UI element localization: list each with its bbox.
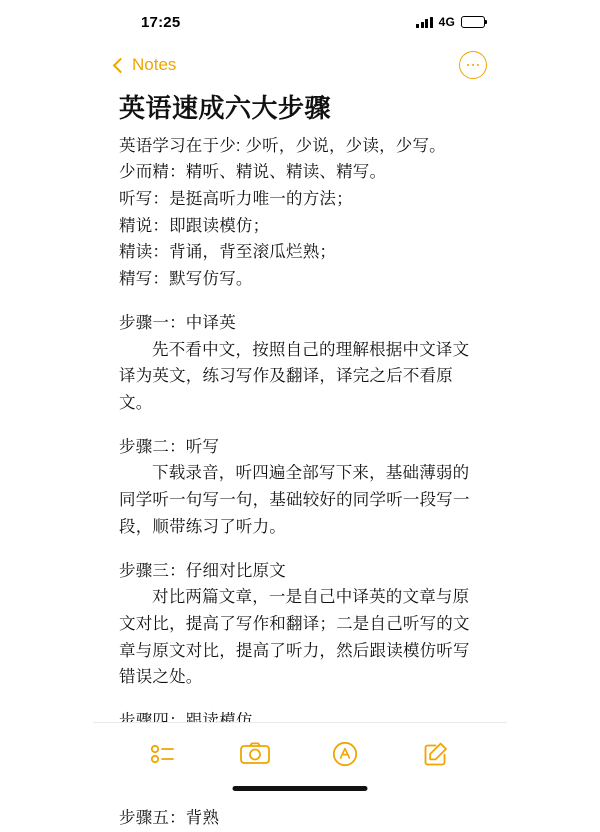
note-paragraph: 下载录音，听四遍全部写下来，基础薄弱的同学听一句写一句，基础较好的同学听一段写一段，顺带练习了听力。 [119, 464, 470, 536]
chevron-left-icon [113, 57, 129, 73]
note-heading-step-3: 步骤三：仔细对比原文 [119, 561, 286, 580]
paragraph-spacer [119, 417, 481, 434]
back-button[interactable] [115, 55, 176, 75]
status-indicators [416, 15, 485, 29]
more-dot [472, 64, 475, 67]
note-paragraph: 精说：即跟读模仿； [119, 216, 270, 235]
paragraph-spacer [119, 541, 481, 558]
markup-icon [332, 741, 358, 767]
more-options-button[interactable] [459, 51, 487, 79]
status-time: 17:25 [141, 13, 181, 31]
note-paragraph: 精写：默写仿写。 [119, 270, 253, 289]
markup-button[interactable] [323, 737, 367, 771]
cellular-signal-icon [416, 17, 433, 28]
phone-screen [93, 0, 507, 828]
status-bar [93, 0, 507, 44]
note-heading-step-5: 步骤五：背熟 [119, 809, 220, 828]
navigation-bar [93, 44, 507, 86]
home-indicator [233, 786, 368, 791]
back-button-label: Notes [132, 55, 177, 74]
note-heading-step-2: 步骤二：听写 [119, 437, 220, 456]
note-paragraph: 对比两篇文章，一是自己中译英的文章与原文对比，提高了写作和翻译；二是自己听写的文章与原文对比，提高了听力，然后跟读模仿听写错误之处。 [119, 588, 470, 687]
more-dot [467, 64, 470, 67]
more-dot [477, 64, 480, 67]
note-body[interactable] [93, 86, 507, 832]
note-paragraph: 英语学习在于少: 少听，少说，少读，少写。 [119, 136, 446, 155]
camera-icon [240, 742, 270, 766]
note-paragraph: 先不看中文，按照自己的理解根据中文译文译为英文，练习写作及翻译，译完之后不看原文。 [119, 340, 470, 412]
note-paragraph: 听写：是挺高听力唯一的方法； [119, 189, 353, 208]
camera-button[interactable] [233, 737, 277, 771]
network-type-label: 4G [438, 15, 455, 29]
note-paragraph: 精读：背诵，背至滚瓜烂熟； [119, 243, 337, 262]
battery-icon [461, 16, 485, 28]
note-heading-step-1: 步骤一：中译英 [119, 313, 236, 332]
compose-icon [423, 741, 449, 767]
note-paragraph: 少而精：精听、精说、精读、精写。 [119, 163, 387, 182]
checklist-button[interactable] [142, 737, 186, 771]
new-note-button[interactable] [414, 737, 458, 771]
paragraph-spacer [119, 293, 481, 310]
note-title: 英语速成六大步骤 [119, 93, 332, 123]
paragraph-spacer [119, 691, 481, 708]
checklist-icon [151, 743, 177, 765]
